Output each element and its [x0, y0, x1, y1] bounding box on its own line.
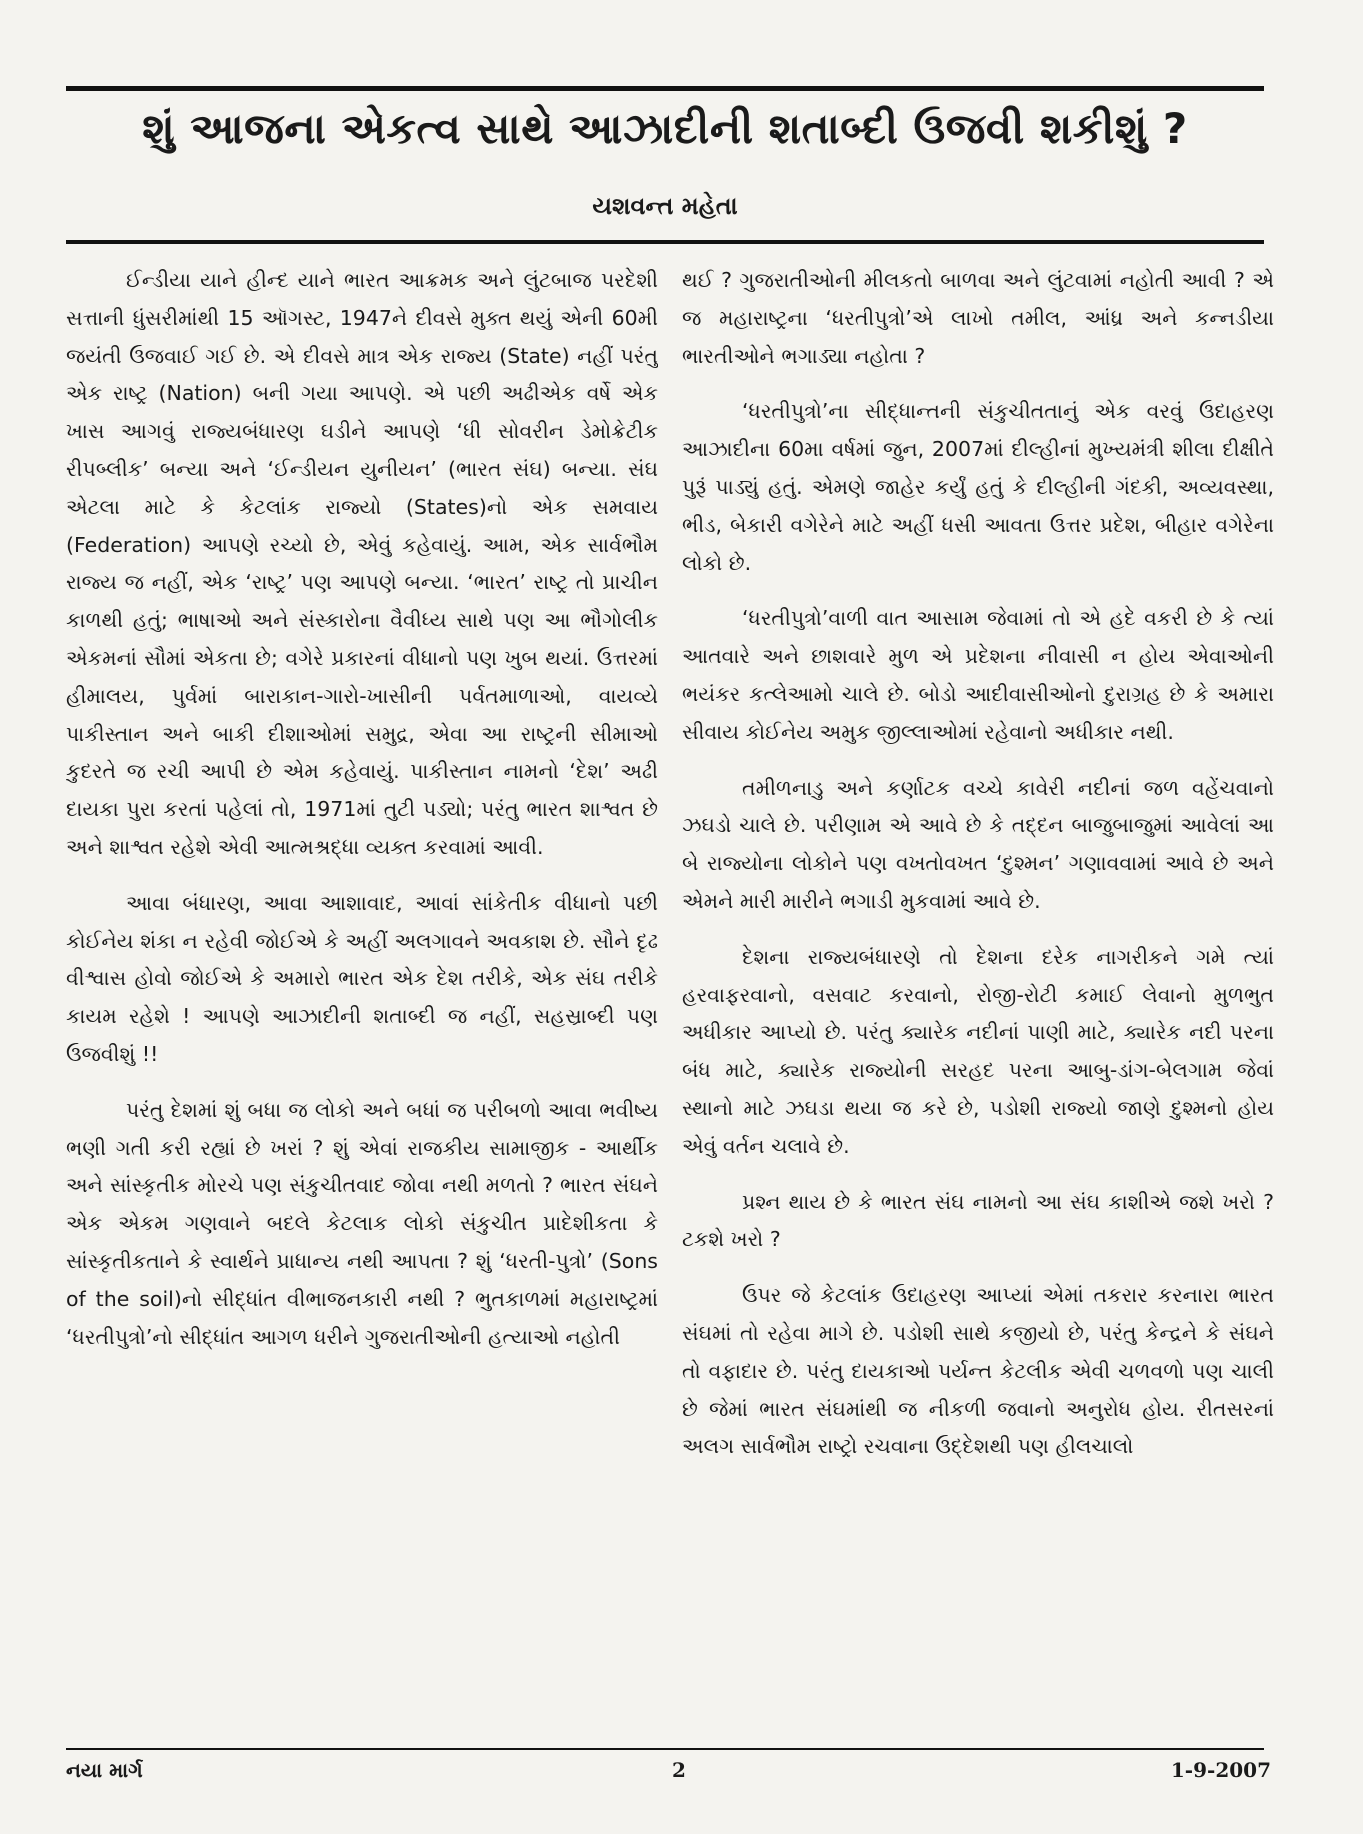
right-column	[682, 262, 1274, 1732]
page-number: 2	[672, 1758, 686, 1782]
author-byline: યશવન્ત મહેતા	[592, 192, 738, 220]
paragraph: ‘ધરતીપુત્રો’વાળી વાત આસામ જેવામાં તો એ હદે વકરી છે કે ત્યાં આતવારે અને છાશવારે મુળ એ પ્રદેશના નીવાસી ન હોય એવાઓની ભયંકર કત્લેઆમો ચાલે છે. બોડો આદીવાસીઓનો દુરાગ્રહ છે કે અમારા સીવાય કોઈનેય અમુક જીલ્લાઓમાં રહેવાનો અધીકાર નથી.	[682, 606, 1274, 744]
article-headline: શું આજના એકત્વ સાથે આઝાદીની શતાબ્દી ઉજવી શકીશું ?	[142, 104, 1188, 153]
top-rule	[66, 86, 1264, 91]
left-column	[66, 262, 658, 1732]
paragraph: ઉપર જે કેટલાંક ઉદાહરણ આપ્યાં એમાં તકરાર કરનારા ભારત સંઘમાં તો રહેવા માગે છે. પડોશી સાથે કજીયો છે, પરંતુ કેન્દ્રને કે સંઘને તો વફાદાર છે. પરંતુ દાયકાઓ પર્યન્ત કેટલીક એવી ચળવળો પણ ચાલી છે જેમાં ભારત સંઘમાંથી જ નીકળી જવાનો અનુરોધ હોય. રીતસરનાં અલગ સાર્વભૌમ રાષ્ટ્રો રચવાના ઉદ્દેશથી પણ હીલચાલો	[682, 1283, 1274, 1459]
issue-date: 1-9-2007	[1170, 1758, 1271, 1782]
paragraph: થઈ ? ગુજરાતીઓની મીલકતો બાળવા અને લુંટવામાં નહોતી આવી ? એ જ મહારાષ્ટ્રના ‘ધરતીપુત્રો’એ લાખો તમીલ, આંધ્ર અને કન્નડીયા ભારતીઓને ભગાડ્યા નહોતા ?	[682, 268, 1274, 368]
header-rule	[66, 240, 1264, 244]
paragraph: પરંતુ દેશમાં શું બધા જ લોકો અને બધાં જ પરીબળો આવા ભવીષ્ય ભણી ગતી કરી રહ્યાં છે ખરાં ? શું એવાં રાજકીય સામાજીક - આર્થીક અને સાંસ્કૃતીક મોરચે પણ સંકુચીતવાદ જોવા નથી મળતો ? ભારત સંઘને એક એકમ ગણવાને બદલે કેટલાક લોકો સંકુચીત પ્રાદેશીકતા કે સાંસ્કૃતીકતાને કે સ્વાર્થને પ્રાધાન્ય નથી આપતા ? શું ‘ધરતી-પુત્રો’ (Sons of the soil)નો સીદ્ધાંત વીભાજનકારી નથી ? ભુતકાળમાં મહારાષ્ટ્રમાં ‘ધરતીપુત્રો’નો સીદ્ધાંત આગળ ધરીને ગુજરાતીઓની હત્યાઓ નહોતી	[66, 1097, 658, 1349]
paragraph: દેશના રાજ્યબંધારણે તો દેશના દરેક નાગરીકને ગમે ત્યાં હરવાફરવાનો, વસવાટ કરવાનો, રોજી-રોટી કમાઈ લેવાનો મુળભુત અધીકાર આપ્યો છે. પરંતુ ક્યારેક નદીનાં પાણી માટે, ક્યારેક નદી પરના બંધ માટે, ક્યારેક રાજ્યોની સરહદ પરના આબુ-ડાંગ-બેલગામ જેવાં સ્થાનો માટે ઝઘડા થયા જ કરે છે, પડોશી રાજ્યો જાણે દુશ્મનો હોય એવું વર્તન ચલાવે છે.	[682, 944, 1274, 1158]
paragraph: ‘ધરતીપુત્રો’ના સીદ્ધાન્તની સંકુચીતતાનું એક વરવું ઉદાહરણ આઝાદીના 60મા વર્ષમાં જુન, 2007માં દીલ્હીનાં મુખ્યમંત્રી શીલા દીક્ષીતે પુરૂં પાડ્યું હતું. એમણે જાહેર કર્યું હતું કે દીલ્હીની ગંદકી, અવ્યવસ્થા, ભીડ, બેકારી વગેરેને માટે અહીં ધસી આવતા ઉત્તર પ્રદેશ, બીહાર વગેરેના લોકો છે.	[682, 399, 1274, 575]
publication-name: નયા માર્ગ	[66, 1758, 143, 1782]
paragraph: આવા બંધારણ, આવા આશાવાદ, આવાં સાંકેતીક વીધાનો પછી કોઈનેય શંકા ન રહેવી જોઈએ કે અહીં અલગાવને અવકાશ છે. સૌને દૃઢ વીશ્વાસ હોવો જોઈએ કે અમારો ભારત એક દેશ તરીકે, એક સંઘ તરીકે કાયમ રહેશે ! આપણે આઝાદીની શતાબ્દી જ નહીં, સહસ્રાબ્દી પણ ઉજવીશું !!	[66, 890, 658, 1066]
paragraph: તમીળનાડુ અને કર્ણાટક વચ્ચે કાવેરી નદીનાં જળ વહેંચવાનો ઝઘડો ચાલે છે. પરીણામ એ આવે છે કે તદ્દન બાજુબાજુમાં આવેલાં આ બે રાજ્યોના લોકોને પણ વખતોવખત ‘દુશ્મન’ ગણાવવામાં આવે છે અને એમને મારી મારીને ભગાડી મુકવામાં આવે છે.	[682, 775, 1274, 913]
paragraph: પ્રશ્ન થાય છે કે ભારત સંઘ નામનો આ સંઘ કાશીએ જશે ખરો ? ટકશે ખરો ?	[682, 1189, 1274, 1252]
footer-rule	[66, 1748, 1264, 1750]
paragraph: ઈન્ડીયા યાને હીન્દ યાને ભારત આક્રમક અને લુંટબાજ પરદેશી સત્તાની ધુંસરીમાંથી 15 ઑગસ્ટ, 1947ને દીવસે મુક્ત થયું એની 60મી જયંતી ઉજવાઈ ગઈ છે. એ દીવસે માત્ર એક રાજ્ય (State) નહીં પરંતુ એક રાષ્ટ્ર (Nation) બની ગયા આપણે. એ પછી અઢીએક વર્ષે એક ખાસ આગવું રાજ્યબંધારણ ઘડીને આપણે ‘ધી સોવરીન ડેમોક્રેટીક રીપબ્લીક’ બન્યા અને ‘ઈન્ડીયન યુનીયન’ (ભારત સંઘ) બન્યા. સંઘ એટલા માટે કે કેટલાંક રાજ્યો (States)નો એક સમવાય (Federation) આપણે રચ્યો છે, એવું કહેવાયું. આમ, એક સાર્વભૌમ રાજ્ય જ નહીં, એક ‘રાષ્ટ્ર’ પણ આપણે બન્યા. ‘ભારત’ રાષ્ટ્ર તો પ્રાચીન કાળથી હતું; ભાષાઓ અને સંસ્કારોના વૈવીધ્ય સાથે પણ આ ભૌગોલીક એકમનાં સૌમાં એકતા છે; વગેરે પ્રકારનાં વીધાનો પણ ખુબ થયાં. ઉત્તરમાં હીમાલય, પુર્વમાં બારાકાન-ગારો-ખાસીની પર્વતમાળાઓ, વાયવ્યે પાકીસ્તાન અને બાકી દીશાઓમાં સમુદ્ર, એવા આ રાષ્ટ્રની સીમાઓ કુદરતે જ રચી આપી છે એમ કહેવાયું. પાકીસ્તાન નામનો ‘દેશ’ અઢી દાયકા પુરા કરતાં પહેલાં તો, 1971માં તુટી પડ્યો; પરંતુ ભારત શાશ્વત છે અને શાશ્વત રહેશે એવી આત્મશ્રદ્ધા વ્યક્ત કરવામાં આવી.	[66, 268, 658, 859]
